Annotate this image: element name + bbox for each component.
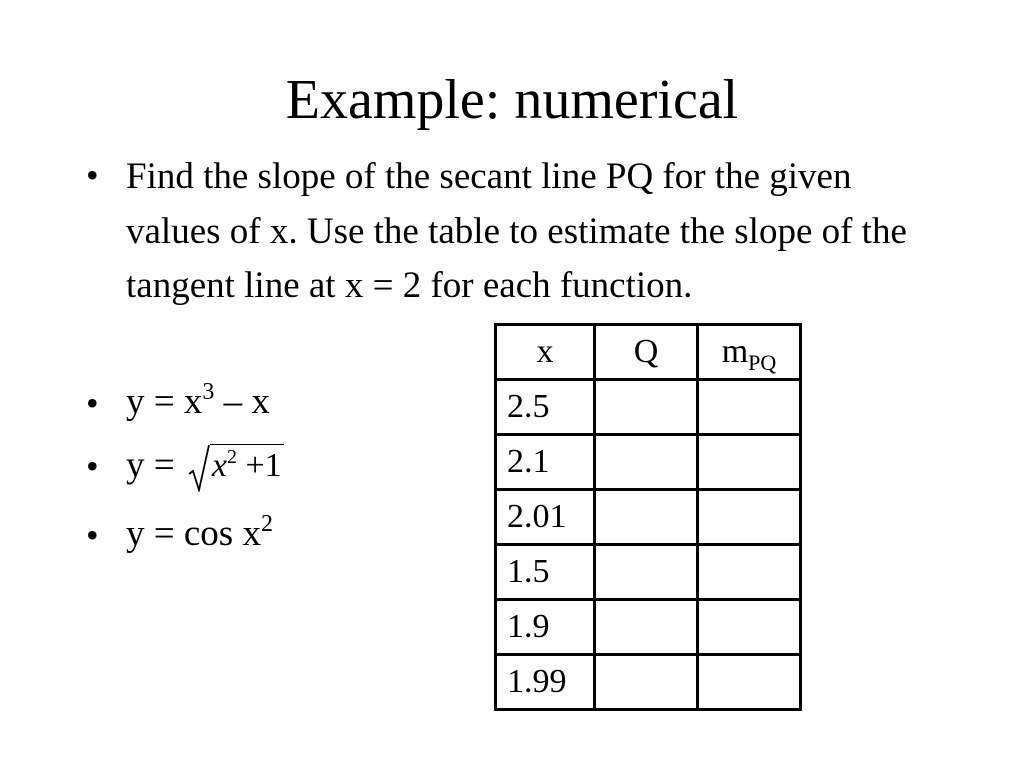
radicand-exponent: 2 — [226, 446, 237, 469]
radicand — [210, 444, 284, 489]
mpq-cell — [698, 490, 801, 545]
function-cubic-rest: – x — [214, 381, 270, 422]
x-value-cell: 1.9 — [496, 600, 595, 655]
header-m: m — [721, 333, 749, 370]
table-row — [496, 655, 801, 710]
bullet-marker: • — [86, 446, 99, 486]
q-cell — [595, 435, 698, 490]
instructions-text: Find the slope of the secant line PQ for the given values of x. Use the table to estimate the slope of the tangent line at x = 2 for each function. — [126, 156, 907, 306]
mpq-cell — [698, 655, 801, 710]
secant-slope-table — [494, 323, 802, 711]
function-cosine — [126, 511, 273, 558]
mpq-cell — [698, 545, 801, 600]
table-row — [496, 435, 801, 490]
function-cubic-lhs: y = x — [126, 381, 203, 422]
radicand-variable: x — [211, 447, 227, 485]
header-q: Q — [595, 325, 698, 380]
square-root — [184, 444, 284, 492]
x-value-cell: 2.1 — [496, 435, 595, 490]
mpq-cell — [698, 600, 801, 655]
table-row — [496, 380, 801, 435]
bullet-marker: • — [86, 383, 99, 423]
slide-title: Example: numerical — [285, 69, 739, 131]
q-cell — [595, 655, 698, 710]
x-value-cell: 1.5 — [496, 545, 595, 600]
x-value-cell: 2.5 — [496, 380, 595, 435]
header-x: x — [496, 325, 595, 380]
function-cosine-exponent: 2 — [260, 511, 273, 537]
bullet-marker: • — [86, 155, 99, 195]
table-row — [496, 600, 801, 655]
bullet-marker: • — [86, 515, 99, 555]
q-cell — [595, 545, 698, 600]
q-cell — [595, 490, 698, 545]
header-mpq — [698, 325, 801, 380]
function-cubic — [126, 379, 270, 426]
function-sqrt — [126, 444, 284, 492]
function-cubic-exponent: 3 — [202, 379, 215, 405]
mpq-cell — [698, 435, 801, 490]
radical-sign-icon — [188, 444, 210, 492]
header-m-subscript: PQ — [748, 350, 777, 375]
mpq-cell — [698, 380, 801, 435]
table-row — [496, 545, 801, 600]
table-header-row — [496, 325, 801, 380]
q-cell — [595, 380, 698, 435]
q-cell — [595, 600, 698, 655]
x-value-cell: 1.99 — [496, 655, 595, 710]
function-cosine-lhs: y = cos x — [126, 513, 261, 554]
x-value-cell: 2.01 — [496, 490, 595, 545]
function-sqrt-lhs: y = — [126, 444, 184, 486]
radicand-rest: +1 — [236, 447, 282, 485]
table-row — [496, 490, 801, 545]
